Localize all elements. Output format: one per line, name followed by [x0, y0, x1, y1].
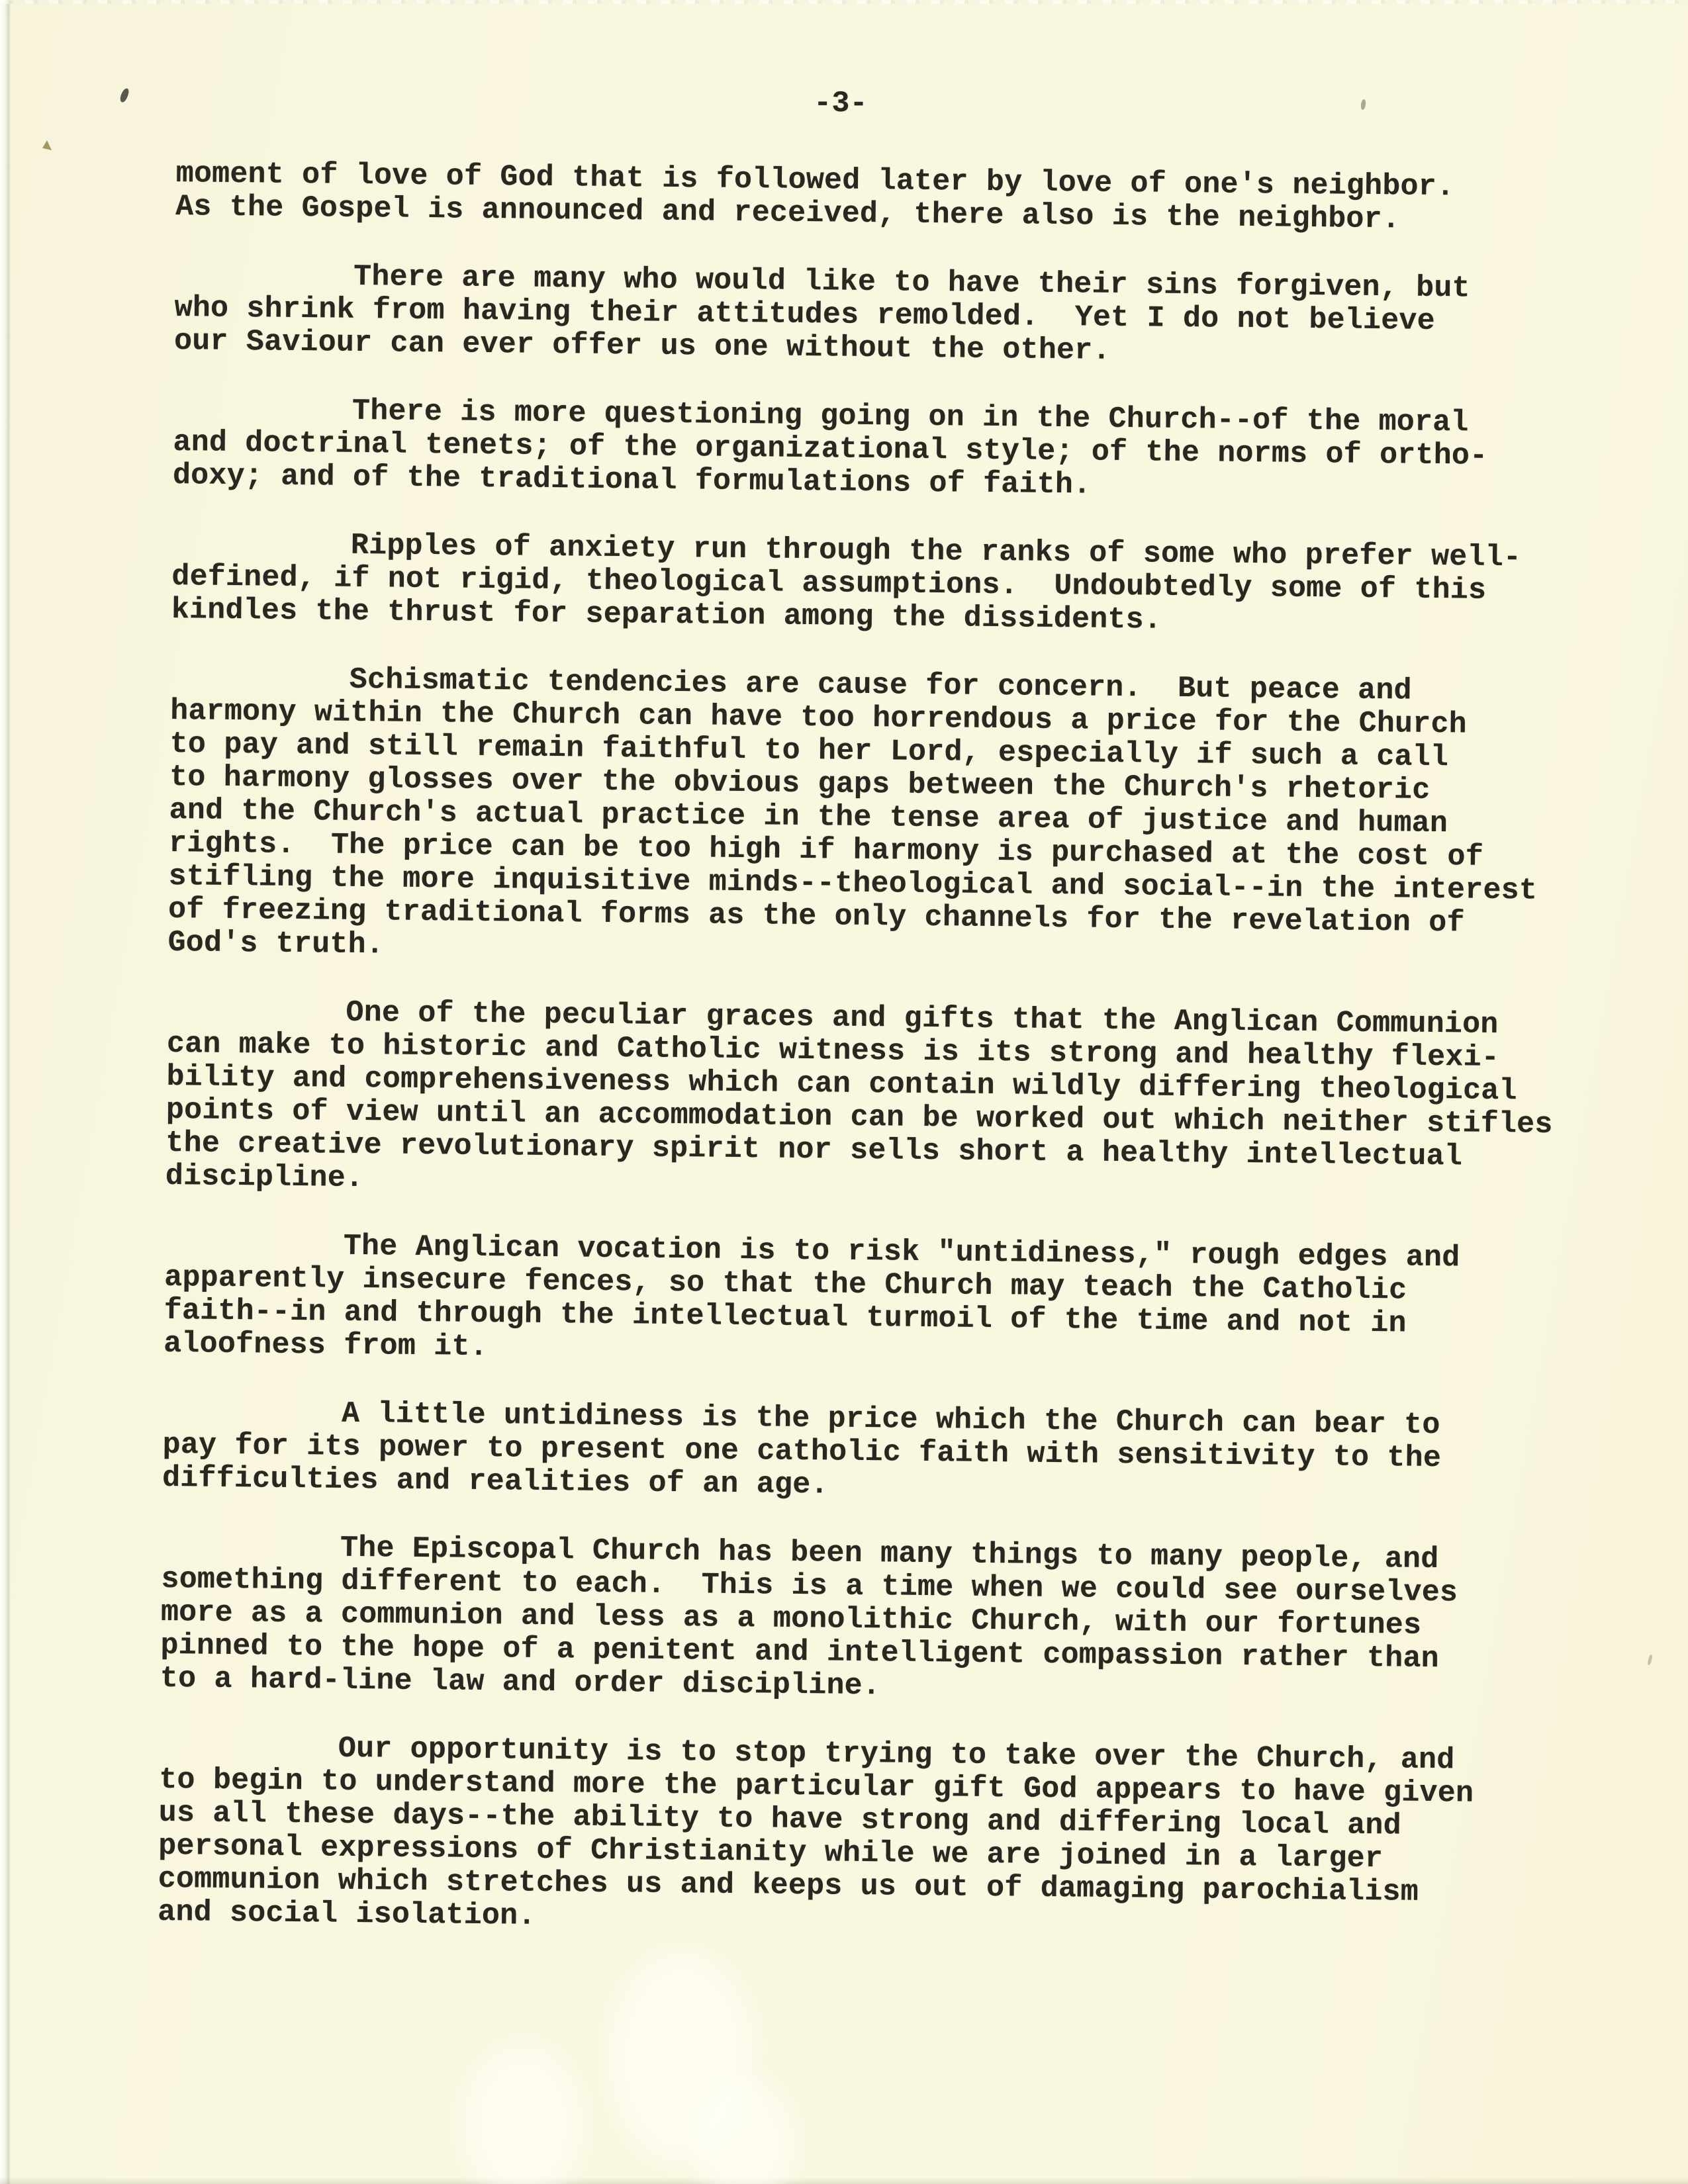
- scan-edge-bottom: [0, 2177, 1688, 2184]
- scan-edge-left: [0, 0, 20, 2184]
- typed-text-block: [157, 158, 1592, 1979]
- paper-speck: [42, 140, 52, 150]
- paragraph-1: moment of love of God that is followed later by love of one's neighbor. As the Gospel is announced and received, there also is the neighbor.: [175, 157, 1455, 237]
- paragraph-4: Ripples of anxiety run through the ranks of some who prefer well- defined, if not rigid, theological assumptions. Undoubtedly some of this kindles the thrust for separation among the dissidents.: [171, 528, 1522, 637]
- paragraph-7: The Anglican vocation is to risk "untidiness," rough edges and apparently insecure fences, so that the Church may teach the Catholic faith--in and through the intellectual turmoil of the time and not in aloofness from it.: [163, 1229, 1460, 1365]
- paragraph-6: One of the peculiar graces and gifts that the Anglican Communion can make to historic and Catholic witness is its strong and healthy flexi- bility and comprehensiveness which can contain wildly differing theological points of view until an accommodation can be worked out which neither stifles the creative revolutionary spirit nor sells short a healthy intellectual discipline.: [165, 995, 1553, 1196]
- ink-speck: [1647, 1655, 1653, 1666]
- paragraph-3: There is more questioning going on in the Church--of the moral and doctrinal tenets; of the organizational style; of the norms of ortho- doxy; and of the traditional formulations of faith.: [172, 394, 1488, 502]
- paragraph-10: Our opportunity is to stop trying to take over the Church, and to begin to understand more the particular gift God appears to have given us all these days--the ability to have strong and differing local and personal expressions of Christianity while we are joined in a larger communion which stretches us and keeps us out of damaging parochialism and social isolation.: [157, 1731, 1474, 1933]
- paragraph-9: The Episcopal Church has been many things to many people, and something different to each. This is a time when we could see ourselves more as a communion and less as a monolithic Church, with our fortunes pinned to the hope of a penitent and intelligent compassion rather than to a hard-line law and order discipline.: [160, 1531, 1458, 1704]
- page-number: -3-: [814, 86, 868, 121]
- scan-edge-top: [0, 0, 1688, 4]
- paragraph-5: Schismatic tendencies are cause for concern. But peace and harmony within the Church can have too horrendous a price for the Church to pay and still remain faithful to her Lord, especially if such a call to harmony glosses over the obvious gaps between the Church's rhetoric and the Church's actual practice in the tense area of justice and human rights. The price can be too high if harmony is purchased at the cost of stifling the more inquisitive minds--theological and social--in the interest of freezing traditional forms as the only channels for the revelation of God's truth.: [167, 662, 1538, 962]
- bleed-through-ghost: [463, 2045, 583, 2184]
- paragraph-2: There are many who would like to have their sins forgiven, but who shrink from having their attitudes remolded. Yet I do not believe our Saviour can ever offer us one without the other.: [173, 259, 1471, 368]
- paragraph-8: A little untidiness is the price which the Church can bear to pay for its power to present one catholic faith with sensitivity to the difficulties and realities of an age.: [162, 1396, 1442, 1502]
